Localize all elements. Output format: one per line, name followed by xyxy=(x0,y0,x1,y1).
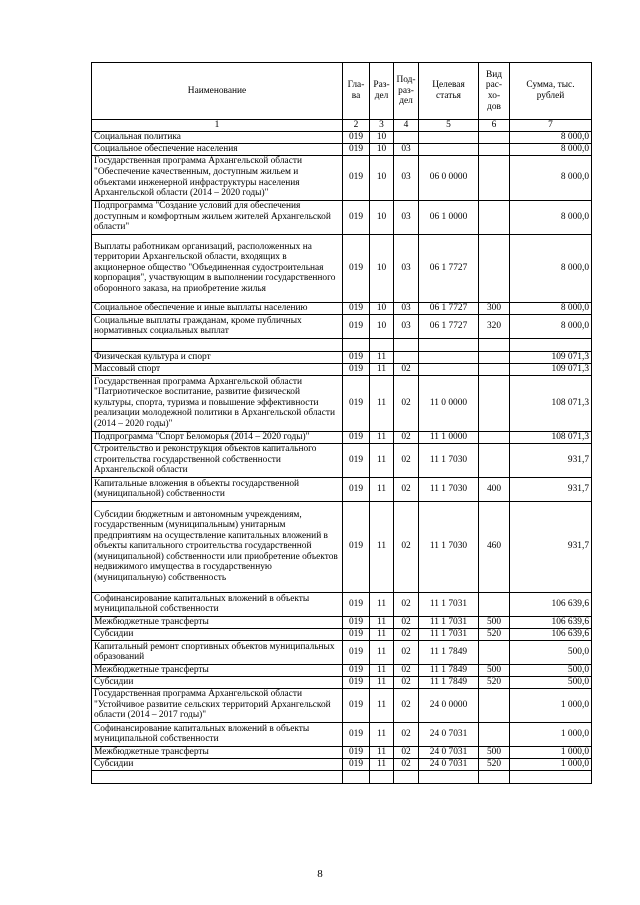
row-vid-cell: 520 xyxy=(479,676,510,688)
row-name-cell: Выплаты работникам организаций, расположенных на территории Архангельской области, входящих в акционерное общество "Объединенная судостроительная корпорация", участвующим в выполнении государственного оборонного заказа, на приобретение жилья xyxy=(92,234,343,302)
row-podrazdel-cell: 02 xyxy=(394,688,419,722)
row-name-cell: Государственная программа Архангельской области "Патриотическое воспитание, развитие физической культуры, спорта, туризма и повышение эффективности реализации молодежной политики в Архангельской области (2014 – 2020 годы)" xyxy=(92,375,343,431)
row-podrazdel-cell: 02 xyxy=(394,676,419,688)
row-razdel-cell: 10 xyxy=(370,302,394,314)
row-target-cell: 11 1 7849 xyxy=(419,664,479,676)
header-name: Наименование xyxy=(92,63,343,120)
row-vid-cell xyxy=(479,375,510,431)
row-vid-cell: 400 xyxy=(479,477,510,501)
row-target-cell: 11 1 7031 xyxy=(419,628,479,640)
row-name-cell: Государственная программа Архангельской области "Устойчивое развитие сельских территорий Архангельской области (2014 – 2017 годы)" xyxy=(92,688,343,722)
row-razdel-cell: 10 xyxy=(370,131,394,143)
row-podrazdel-cell: 02 xyxy=(394,477,419,501)
budget-table xyxy=(91,62,592,784)
row-glava-cell: 019 xyxy=(343,664,370,676)
row-target-cell: 11 1 0000 xyxy=(419,431,479,443)
row-sum-cell: 109 071,3 xyxy=(510,351,592,363)
row-podrazdel-cell: 03 xyxy=(394,200,419,234)
header-vid: Вид рас-хо-дов xyxy=(479,63,510,120)
row-name-cell: Физическая культура и спорт xyxy=(92,351,343,363)
row-sum-cell: 500,0 xyxy=(510,664,592,676)
row-vid-cell xyxy=(479,363,510,375)
table-row xyxy=(92,592,592,616)
row-razdel-cell: 11 xyxy=(370,758,394,770)
row-razdel-cell: 11 xyxy=(370,501,394,592)
row-vid-cell: 320 xyxy=(479,314,510,338)
table-row xyxy=(92,375,592,431)
row-podrazdel-cell: 02 xyxy=(394,746,419,758)
row-vid-cell xyxy=(479,338,510,351)
column-number: 4 xyxy=(394,120,419,132)
row-razdel-cell: 11 xyxy=(370,375,394,431)
row-glava-cell: 019 xyxy=(343,640,370,664)
row-vid-cell: 520 xyxy=(479,628,510,640)
row-target-cell xyxy=(419,143,479,155)
row-glava-cell xyxy=(343,770,370,783)
row-podrazdel-cell xyxy=(394,131,419,143)
row-name-cell: Капитальный ремонт спортивных объектов муниципальных образований xyxy=(92,640,343,664)
row-sum-cell: 106 639,6 xyxy=(510,628,592,640)
row-razdel-cell: 10 xyxy=(370,314,394,338)
row-podrazdel-cell: 03 xyxy=(394,143,419,155)
row-glava-cell: 019 xyxy=(343,443,370,477)
row-glava-cell xyxy=(343,338,370,351)
table-row xyxy=(92,616,592,628)
table-row xyxy=(92,443,592,477)
row-razdel-cell: 11 xyxy=(370,664,394,676)
row-sum-cell: 1 000,0 xyxy=(510,688,592,722)
table-row xyxy=(92,628,592,640)
row-glava-cell: 019 xyxy=(343,688,370,722)
table-row xyxy=(92,200,592,234)
row-sum-cell: 108 071,3 xyxy=(510,375,592,431)
table-row xyxy=(92,155,592,200)
row-name-cell: Подпрограмма "Создание условий для обеспечения доступным и комфортным жильем жителей Архангельской области" xyxy=(92,200,343,234)
table-row xyxy=(92,363,592,375)
row-name-cell: Межбюджетные трансферты xyxy=(92,616,343,628)
row-vid-cell xyxy=(479,143,510,155)
row-name-cell xyxy=(92,338,343,351)
row-sum-cell: 500,0 xyxy=(510,640,592,664)
row-razdel-cell: 10 xyxy=(370,200,394,234)
row-podrazdel-cell: 02 xyxy=(394,758,419,770)
column-number: 7 xyxy=(510,120,592,132)
row-podrazdel-cell: 02 xyxy=(394,640,419,664)
row-sum-cell: 8 000,0 xyxy=(510,234,592,302)
row-sum-cell: 8 000,0 xyxy=(510,200,592,234)
row-podrazdel-cell xyxy=(394,338,419,351)
column-number: 5 xyxy=(419,120,479,132)
row-sum-cell: 8 000,0 xyxy=(510,155,592,200)
row-sum-cell xyxy=(510,770,592,783)
table-row xyxy=(92,770,592,783)
row-name-cell: Субсидии xyxy=(92,628,343,640)
header-razdel: Раз-дел xyxy=(370,63,394,120)
table-row xyxy=(92,501,592,592)
row-target-cell xyxy=(419,351,479,363)
row-glava-cell: 019 xyxy=(343,131,370,143)
row-podrazdel-cell: 02 xyxy=(394,501,419,592)
row-glava-cell: 019 xyxy=(343,746,370,758)
row-target-cell xyxy=(419,770,479,783)
row-vid-cell: 500 xyxy=(479,616,510,628)
row-razdel-cell xyxy=(370,770,394,783)
row-glava-cell: 019 xyxy=(343,628,370,640)
row-vid-cell: 500 xyxy=(479,746,510,758)
table-row xyxy=(92,688,592,722)
row-vid-cell xyxy=(479,640,510,664)
row-target-cell: 24 0 7031 xyxy=(419,722,479,746)
row-glava-cell: 019 xyxy=(343,676,370,688)
table-row xyxy=(92,338,592,351)
row-podrazdel-cell: 03 xyxy=(394,314,419,338)
row-sum-cell: 1 000,0 xyxy=(510,758,592,770)
row-name-cell: Социальные выплаты гражданам, кроме публичных нормативных социальных выплат xyxy=(92,314,343,338)
row-podrazdel-cell: 03 xyxy=(394,155,419,200)
row-podrazdel-cell: 02 xyxy=(394,431,419,443)
row-sum-cell: 931,7 xyxy=(510,501,592,592)
row-glava-cell: 019 xyxy=(343,155,370,200)
row-name-cell: Государственная программа Архангельской области "Обеспечение качественным, доступным жильем и объектами инженерной инфраструктуры населения Архангельской области (2014 – 2020 годы)" xyxy=(92,155,343,200)
row-glava-cell: 019 xyxy=(343,501,370,592)
row-podrazdel-cell xyxy=(394,351,419,363)
row-sum-cell: 500,0 xyxy=(510,676,592,688)
row-glava-cell: 019 xyxy=(343,722,370,746)
row-razdel-cell: 11 xyxy=(370,640,394,664)
row-razdel-cell: 11 xyxy=(370,676,394,688)
column-number: 6 xyxy=(479,120,510,132)
row-sum-cell: 1 000,0 xyxy=(510,746,592,758)
row-vid-cell xyxy=(479,431,510,443)
row-vid-cell xyxy=(479,200,510,234)
row-name-cell: Субсидии xyxy=(92,676,343,688)
row-razdel-cell: 11 xyxy=(370,363,394,375)
row-target-cell: 11 1 7030 xyxy=(419,477,479,501)
row-razdel-cell: 11 xyxy=(370,431,394,443)
row-target-cell: 06 1 7727 xyxy=(419,234,479,302)
row-sum-cell: 8 000,0 xyxy=(510,314,592,338)
row-target-cell: 24 0 0000 xyxy=(419,688,479,722)
row-razdel-cell: 11 xyxy=(370,616,394,628)
table-row xyxy=(92,664,592,676)
row-sum-cell: 931,7 xyxy=(510,443,592,477)
row-podrazdel-cell: 02 xyxy=(394,616,419,628)
row-vid-cell xyxy=(479,234,510,302)
row-glava-cell: 019 xyxy=(343,431,370,443)
row-glava-cell: 019 xyxy=(343,351,370,363)
row-sum-cell: 8 000,0 xyxy=(510,143,592,155)
row-target-cell: 24 0 7031 xyxy=(419,758,479,770)
row-name-cell: Капитальные вложения в объекты государственной (муниципальной) собственности xyxy=(92,477,343,501)
row-glava-cell: 019 xyxy=(343,758,370,770)
row-name-cell: Субсидии бюджетным и автономным учреждениям, государственным (муниципальным) унитарным предприятиям на осуществление капитальных вложений в объекты капитального строительства государственной (муниципальной) собственности или приобретение объектов недвижимого имущества в государственную (муниципальную) собственность xyxy=(92,501,343,592)
header-sum: Сумма, тыс. рублей xyxy=(510,63,592,120)
row-glava-cell: 019 xyxy=(343,363,370,375)
row-name-cell: Подпрограмма "Спорт Беломорья (2014 – 2020 годы)" xyxy=(92,431,343,443)
row-vid-cell xyxy=(479,592,510,616)
row-glava-cell: 019 xyxy=(343,375,370,431)
row-razdel-cell: 10 xyxy=(370,143,394,155)
row-podrazdel-cell: 03 xyxy=(394,302,419,314)
row-vid-cell xyxy=(479,351,510,363)
row-vid-cell: 500 xyxy=(479,664,510,676)
row-vid-cell: 300 xyxy=(479,302,510,314)
row-name-cell xyxy=(92,770,343,783)
row-target-cell: 11 0 0000 xyxy=(419,375,479,431)
page-number: 8 xyxy=(317,868,323,880)
row-glava-cell: 019 xyxy=(343,143,370,155)
row-target-cell: 06 1 7727 xyxy=(419,302,479,314)
table-row xyxy=(92,758,592,770)
row-sum-cell: 931,7 xyxy=(510,477,592,501)
row-target-cell xyxy=(419,363,479,375)
row-sum-cell: 8 000,0 xyxy=(510,302,592,314)
row-name-cell: Массовый спорт xyxy=(92,363,343,375)
header-podrazdel: Под-раз-дел xyxy=(394,63,419,120)
table-row xyxy=(92,746,592,758)
row-podrazdel-cell xyxy=(394,770,419,783)
row-razdel-cell: 11 xyxy=(370,477,394,501)
row-target-cell xyxy=(419,131,479,143)
table-row xyxy=(92,234,592,302)
row-podrazdel-cell: 02 xyxy=(394,722,419,746)
column-number: 1 xyxy=(92,120,343,132)
table-row xyxy=(92,431,592,443)
row-name-cell: Социальное обеспечение и иные выплаты населению xyxy=(92,302,343,314)
row-target-cell: 11 1 7030 xyxy=(419,501,479,592)
row-razdel-cell: 11 xyxy=(370,688,394,722)
row-glava-cell: 019 xyxy=(343,314,370,338)
row-vid-cell xyxy=(479,722,510,746)
row-razdel-cell xyxy=(370,338,394,351)
row-name-cell: Социальное обеспечение населения xyxy=(92,143,343,155)
table-row xyxy=(92,302,592,314)
row-razdel-cell: 10 xyxy=(370,234,394,302)
row-target-cell: 11 1 7849 xyxy=(419,640,479,664)
row-name-cell: Строительство и реконструкция объектов капитального строительства государственной собственности Архангельской области xyxy=(92,443,343,477)
row-glava-cell: 019 xyxy=(343,200,370,234)
table-row xyxy=(92,477,592,501)
row-razdel-cell: 11 xyxy=(370,592,394,616)
row-name-cell: Социальная политика xyxy=(92,131,343,143)
row-name-cell: Софинансирование капитальных вложений в объекты муниципальной собственности xyxy=(92,592,343,616)
row-target-cell: 06 1 0000 xyxy=(419,200,479,234)
row-glava-cell: 019 xyxy=(343,234,370,302)
row-razdel-cell: 10 xyxy=(370,155,394,200)
row-glava-cell: 019 xyxy=(343,616,370,628)
row-podrazdel-cell: 02 xyxy=(394,363,419,375)
table-row xyxy=(92,351,592,363)
row-vid-cell xyxy=(479,131,510,143)
row-glava-cell: 019 xyxy=(343,302,370,314)
row-sum-cell: 108 071,3 xyxy=(510,431,592,443)
row-vid-cell xyxy=(479,688,510,722)
table-header-row xyxy=(92,63,592,120)
row-sum-cell: 109 071,3 xyxy=(510,363,592,375)
row-target-cell: 11 1 7030 xyxy=(419,443,479,477)
row-target-cell: 24 0 7031 xyxy=(419,746,479,758)
row-razdel-cell: 11 xyxy=(370,351,394,363)
column-number-row xyxy=(92,120,592,132)
table-body xyxy=(92,131,592,783)
row-podrazdel-cell: 02 xyxy=(394,628,419,640)
row-glava-cell: 019 xyxy=(343,477,370,501)
table-row xyxy=(92,131,592,143)
row-target-cell xyxy=(419,338,479,351)
row-podrazdel-cell: 02 xyxy=(394,443,419,477)
row-podrazdel-cell: 02 xyxy=(394,375,419,431)
row-target-cell: 11 1 7849 xyxy=(419,676,479,688)
row-sum-cell xyxy=(510,338,592,351)
header-target: Целевая статья xyxy=(419,63,479,120)
row-vid-cell xyxy=(479,770,510,783)
row-target-cell: 06 0 0000 xyxy=(419,155,479,200)
row-sum-cell: 1 000,0 xyxy=(510,722,592,746)
row-razdel-cell: 11 xyxy=(370,746,394,758)
row-glava-cell: 019 xyxy=(343,592,370,616)
table-row xyxy=(92,314,592,338)
row-podrazdel-cell: 02 xyxy=(394,592,419,616)
header-glava: Гла-ва xyxy=(343,63,370,120)
row-razdel-cell: 11 xyxy=(370,722,394,746)
row-name-cell: Софинансирование капитальных вложений в объекты муниципальной собственности xyxy=(92,722,343,746)
row-target-cell: 11 1 7031 xyxy=(419,616,479,628)
row-vid-cell xyxy=(479,155,510,200)
row-vid-cell: 460 xyxy=(479,501,510,592)
row-target-cell: 06 1 7727 xyxy=(419,314,479,338)
table-row xyxy=(92,722,592,746)
row-podrazdel-cell: 03 xyxy=(394,234,419,302)
row-sum-cell: 106 639,6 xyxy=(510,616,592,628)
row-sum-cell: 8 000,0 xyxy=(510,131,592,143)
column-number: 3 xyxy=(370,120,394,132)
row-sum-cell: 106 639,6 xyxy=(510,592,592,616)
row-name-cell: Межбюджетные трансферты xyxy=(92,746,343,758)
row-razdel-cell: 11 xyxy=(370,628,394,640)
row-name-cell: Межбюджетные трансферты xyxy=(92,664,343,676)
table-row xyxy=(92,676,592,688)
row-vid-cell xyxy=(479,443,510,477)
table-row xyxy=(92,143,592,155)
row-razdel-cell: 11 xyxy=(370,443,394,477)
table-row xyxy=(92,640,592,664)
row-name-cell: Субсидии xyxy=(92,758,343,770)
row-vid-cell: 520 xyxy=(479,758,510,770)
row-target-cell: 11 1 7031 xyxy=(419,592,479,616)
row-podrazdel-cell: 02 xyxy=(394,664,419,676)
column-number: 2 xyxy=(343,120,370,132)
